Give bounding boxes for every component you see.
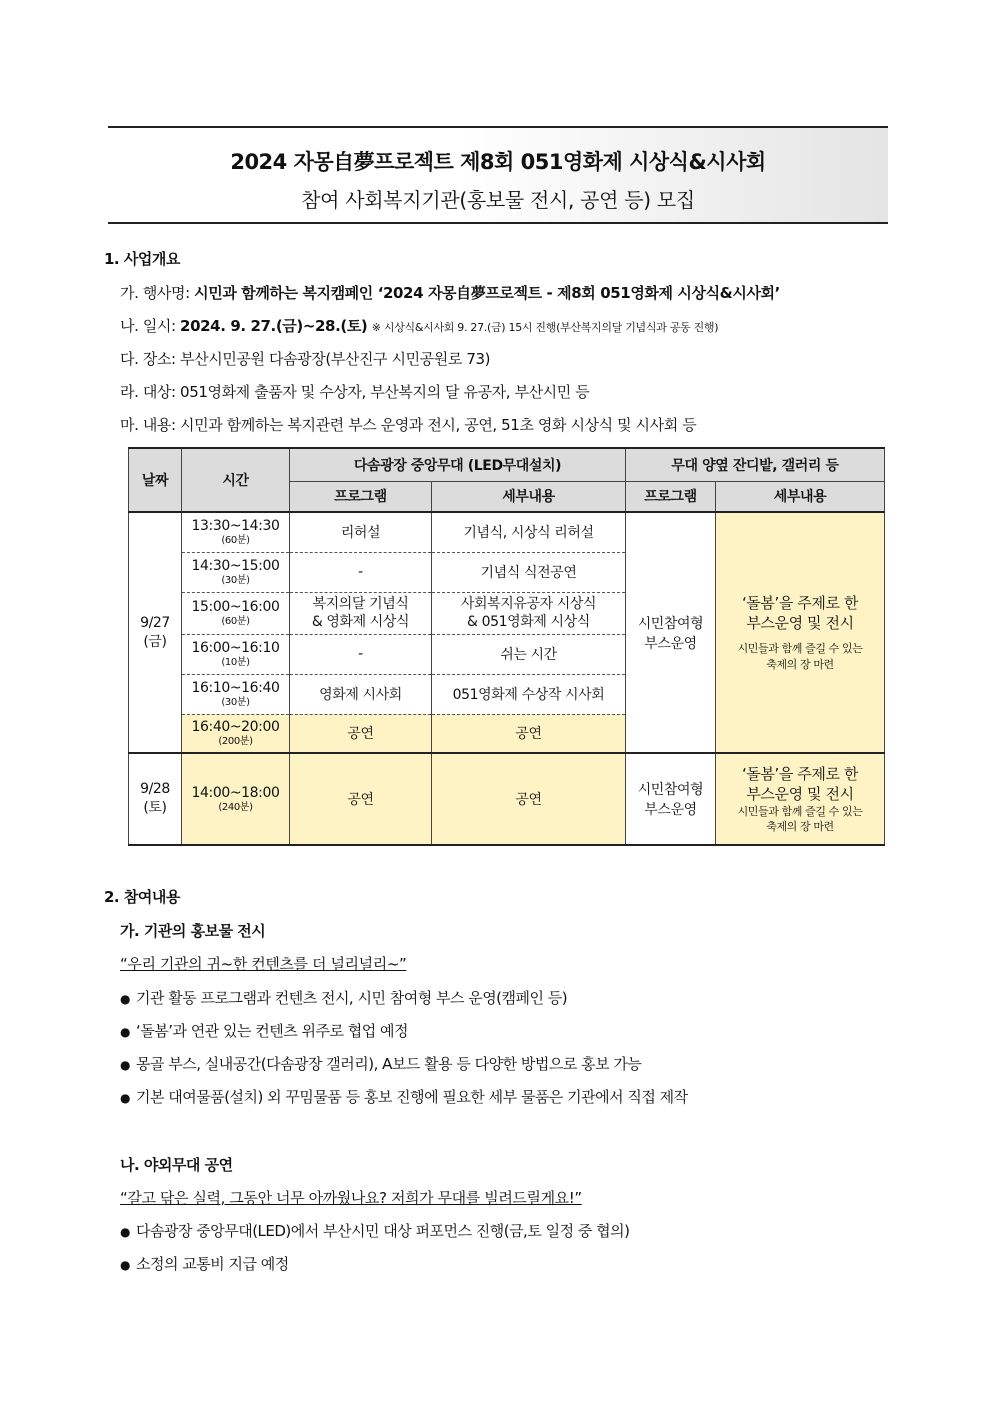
header-stage-group: 다솜광장 중앙무대 (LED무대설치) (290, 448, 626, 481)
date-cell-day1 (129, 512, 182, 753)
lawn-note-text: 시민들과 함께 즐길 수 있는 (737, 805, 863, 818)
overview-item-content (120, 414, 696, 435)
overview-label: 마. 내용: (120, 416, 176, 434)
program-text: 복지의달 기념식 (312, 596, 409, 612)
time-duration: (30분) (221, 696, 250, 708)
header-detail: 세부내용 (432, 481, 626, 512)
overview-value: 시민과 함께하는 복지캠페인 ‘2024 자몽自夢프로젝트 - 제8회 051영화제 시상식&시사회’ (194, 284, 780, 302)
lawn-detail-text: 부스운영 및 전시 (746, 614, 854, 632)
detail-text: 사회복지유공자 시상식 (460, 596, 597, 612)
lawn-program-text: 시민참여형 (637, 782, 704, 798)
list-item-text: 다솜광장 중앙무대(LED)에서 부산시민 대상 퍼포먼스 진행(금,토 일정 중 협의) (136, 1222, 630, 1240)
header-program: 프로그램 (290, 481, 432, 512)
time-range: 15:00~16:00 (191, 598, 280, 615)
section2a-quote: “우리 기관의 귀~한 컨텐츠를 더 널리널리~” (120, 955, 407, 973)
time-cell (182, 674, 290, 714)
program-cell: - (290, 634, 432, 674)
detail-cell: 공연 (432, 753, 626, 845)
time-duration: (240분) (218, 801, 253, 813)
bullet-icon: ● (120, 1025, 130, 1039)
list-item (120, 1053, 641, 1074)
overview-value: 051영화제 출품자 및 수상자, 부산복지의 달 유공자, 부산시민 등 (180, 383, 590, 401)
list-item-text: ‘돌봄’과 연관 있는 컨텐츠 위주로 협업 예정 (136, 1022, 408, 1040)
table-row (129, 512, 885, 552)
bullet-icon: ● (120, 1091, 130, 1105)
time-range: 13:30~14:30 (191, 517, 280, 534)
lawn-note-text: 축제의 장 마련 (766, 820, 834, 833)
section2b-quote: “갈고 닦은 실력, 그동안 너무 아까웠나요? 저희가 무대를 빌려드릴게요!” (120, 1189, 582, 1207)
date-cell-day2 (129, 753, 182, 845)
overview-value: 부산시민공원 다솜광장(부산진구 시민공원로 73) (180, 350, 491, 368)
list-item-text: 기본 대여물품(설치) 외 꾸밈물품 등 홍보 진행에 필요한 세부 물품은 기관에서 직접 제작 (136, 1088, 688, 1106)
page-title: 2024 자몽自夢프로젝트 제8회 051영화제 시상식&시사회 (230, 150, 766, 174)
lawn-detail-text: 부스운영 및 전시 (746, 785, 854, 803)
time-duration: (10분) (221, 656, 250, 668)
program-cell (290, 592, 432, 634)
section1-heading: 1. 사업개요 (104, 250, 180, 268)
detail-cell (432, 592, 626, 634)
lawn-detail-cell-day1 (716, 512, 885, 753)
schedule-table (128, 447, 885, 846)
detail-cell: 기념식 식전공연 (432, 552, 626, 592)
time-range: 16:40~20:00 (191, 718, 280, 735)
section2a-title: 가. 기관의 홍보물 전시 (120, 922, 266, 940)
overview-value: 시민과 함께하는 복지관련 부스 운영과 전시, 공연, 51초 영화 시상식 및 시사회 등 (180, 416, 697, 434)
lawn-program-text: 부스운영 (644, 635, 697, 652)
time-cell (182, 512, 290, 552)
header-detail-lawn: 세부내용 (716, 481, 885, 512)
header-program-lawn: 프로그램 (626, 481, 716, 512)
time-range: 16:00~16:10 (191, 639, 280, 656)
list-item (120, 987, 567, 1008)
list-item-text: 기관 활동 프로그램과 컨텐츠 전시, 시민 참여형 부스 운영(캠페인 등) (136, 989, 568, 1007)
page-subtitle: 참여 사회복지기관(홍보물 전시, 공연 등) 모집 (301, 188, 695, 212)
detail-cell: 쉬는 시간 (432, 634, 626, 674)
lawn-note-text: 축제의 장 마련 (766, 658, 834, 671)
overview-note: ※ 시상식&시사회 9. 27.(금) 15시 진행(부산복지의달 기념식과 공동 진행) (371, 321, 719, 334)
header-lawn-group: 무대 양옆 잔디밭, 갤러리 등 (626, 448, 885, 481)
header-time: 시간 (182, 448, 290, 512)
title-box (108, 126, 888, 224)
lawn-program-cell-day1 (626, 512, 716, 753)
overview-item-target (120, 381, 589, 402)
overview-label: 라. 대상: (120, 383, 176, 401)
program-cell: 리허설 (290, 512, 432, 552)
program-cell: - (290, 552, 432, 592)
section2-heading: 2. 참여내용 (104, 888, 180, 906)
lawn-program-cell-day2 (626, 753, 716, 845)
program-cell: 영화제 시사회 (290, 674, 432, 714)
program-cell: 공연 (290, 714, 432, 753)
program-cell: 공연 (290, 753, 432, 845)
detail-cell: 기념식, 시상식 리허설 (432, 512, 626, 552)
time-duration: (200분) (218, 735, 253, 747)
list-item-text: 소정의 교통비 지급 예정 (136, 1255, 289, 1273)
date-text: 9/28 (140, 781, 170, 797)
list-item (120, 1020, 408, 1041)
date-text: 9/27 (140, 614, 170, 631)
time-duration: (60분) (221, 534, 250, 546)
list-item (120, 1086, 688, 1107)
time-cell (182, 592, 290, 634)
weekday-text: (토) (143, 800, 167, 816)
bullet-icon: ● (120, 1258, 130, 1272)
time-duration: (30분) (221, 574, 250, 586)
lawn-program-text: 시민참여형 (637, 615, 704, 632)
lawn-detail-text: ‘돌봄’을 주제로 한 (741, 594, 859, 612)
time-duration: (60분) (221, 615, 250, 627)
time-range: 14:30~15:00 (191, 557, 280, 574)
bullet-icon: ● (120, 992, 130, 1006)
header-date: 날짜 (129, 448, 182, 512)
lawn-program-text: 부스운영 (644, 802, 697, 818)
overview-label: 나. 일시: (120, 317, 176, 335)
detail-text: & 051영화제 시상식 (467, 614, 590, 630)
detail-cell: 051영화제 수상작 시사회 (432, 674, 626, 714)
lawn-detail-cell-day2 (716, 753, 885, 845)
time-cell (182, 714, 290, 753)
overview-label: 가. 행사명: (120, 284, 190, 302)
overview-item-place (120, 348, 490, 369)
bullet-icon: ● (120, 1225, 130, 1239)
detail-cell: 공연 (432, 714, 626, 753)
overview-item-name (120, 282, 780, 303)
lawn-note-text: 시민들과 함께 즐길 수 있는 (737, 642, 863, 655)
list-item (120, 1253, 289, 1274)
overview-item-date (120, 315, 718, 336)
time-cell (182, 634, 290, 674)
program-text: & 영화제 시상식 (311, 614, 410, 630)
bullet-icon: ● (120, 1058, 130, 1072)
list-item (120, 1220, 629, 1241)
overview-label: 다. 장소: (120, 350, 176, 368)
overview-value: 2024. 9. 27.(금)~28.(토) (180, 317, 368, 335)
lawn-detail-text: ‘돌봄’을 주제로 한 (741, 765, 859, 783)
section2b-title: 나. 야외무대 공연 (120, 1156, 233, 1174)
time-range: 14:00~18:00 (191, 784, 280, 801)
weekday-text: (금) (143, 633, 167, 650)
time-cell (182, 753, 290, 845)
time-range: 16:10~16:40 (191, 679, 280, 696)
table-row (129, 753, 885, 845)
list-item-text: 몽골 부스, 실내공간(다솜광장 갤러리), A보드 활용 등 다양한 방법으로 홍보 가능 (136, 1055, 642, 1073)
time-cell (182, 552, 290, 592)
